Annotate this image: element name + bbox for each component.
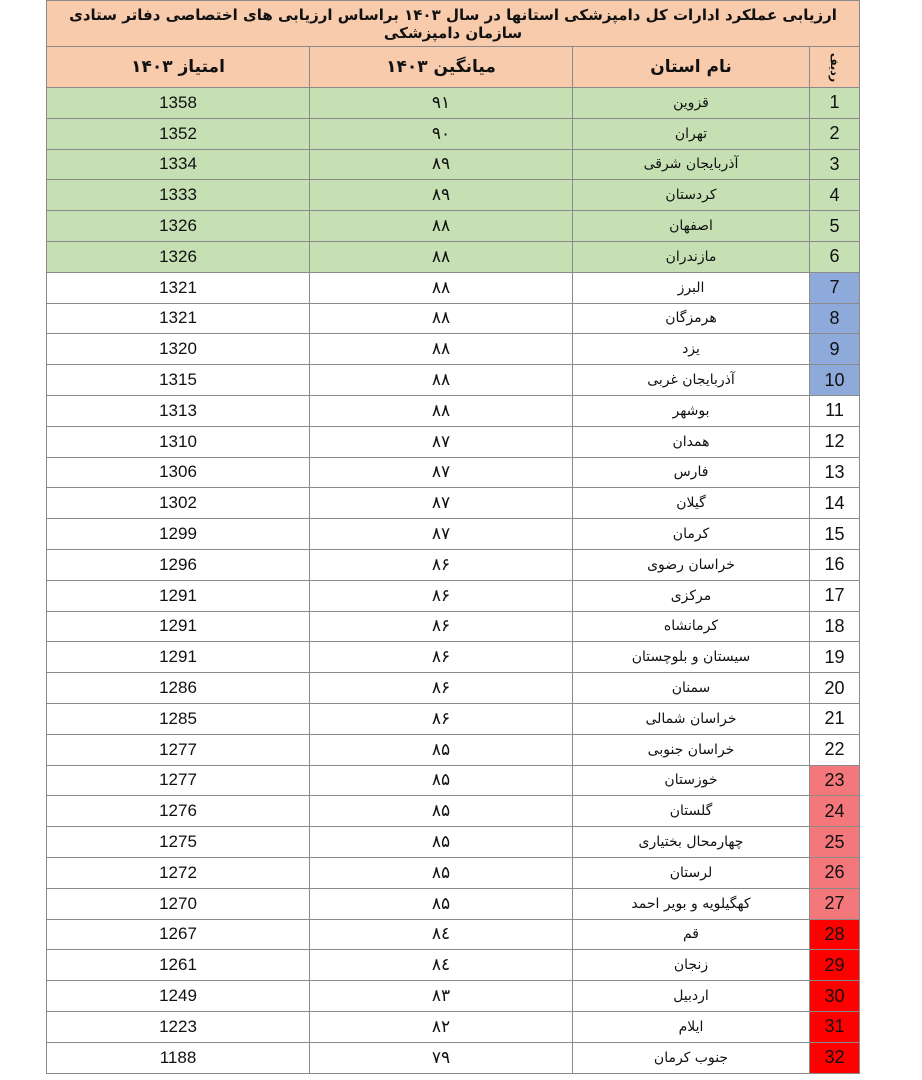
province-cell: مرکزی: [573, 580, 810, 611]
score-cell: 1276: [47, 796, 310, 827]
province-cell: سیستان و بلوچستان: [573, 642, 810, 673]
province-cell: آذربایجان غربی: [573, 365, 810, 396]
score-cell: 1321: [47, 272, 310, 303]
rank-cell: 16: [810, 549, 860, 580]
province-cell: فارس: [573, 457, 810, 488]
province-cell: قم: [573, 919, 810, 950]
province-cell: قزوین: [573, 88, 810, 119]
table-row: [47, 118, 860, 149]
score-cell: 1249: [47, 981, 310, 1012]
score-cell: 1320: [47, 334, 310, 365]
score-cell: 1306: [47, 457, 310, 488]
table-row: [47, 734, 860, 765]
score-cell: 1267: [47, 919, 310, 950]
province-cell: تهران: [573, 118, 810, 149]
rank-cell: 2: [810, 118, 860, 149]
score-cell: 1277: [47, 765, 310, 796]
province-cell: لرستان: [573, 857, 810, 888]
score-cell: 1261: [47, 950, 310, 981]
rank-column-header: ردیف: [810, 47, 860, 88]
province-cell: خراسان جنوبی: [573, 734, 810, 765]
average-cell: ۸۸: [310, 395, 573, 426]
table-row: [47, 488, 860, 519]
score-cell: 1299: [47, 519, 310, 550]
average-cell: ۷۹: [310, 1042, 573, 1073]
score-cell: 1223: [47, 1011, 310, 1042]
table-row: [47, 888, 860, 919]
ranking-table: [46, 0, 860, 1074]
province-cell: کرمان: [573, 519, 810, 550]
province-cell: مازندران: [573, 241, 810, 272]
average-cell: ۸۷: [310, 519, 573, 550]
rank-cell: 14: [810, 488, 860, 519]
table-row: [47, 303, 860, 334]
score-cell: 1333: [47, 180, 310, 211]
average-cell: ۸۹: [310, 149, 573, 180]
score-cell: 1358: [47, 88, 310, 119]
score-cell: 1352: [47, 118, 310, 149]
rank-cell: 25: [810, 827, 860, 858]
average-cell: ۸٤: [310, 919, 573, 950]
average-cell: ۸۸: [310, 334, 573, 365]
rank-cell: 12: [810, 426, 860, 457]
rank-cell: 28: [810, 919, 860, 950]
table-row: [47, 580, 860, 611]
table-title: ارزیابی عملکرد ادارات کل دامپزشکی استانها در سال ۱۴۰۳ براساس ارزیابی های اختصاصی دفاتر ستادی سازمان دامپزشکی: [47, 1, 860, 47]
rank-cell: 11: [810, 395, 860, 426]
rank-cell: 3: [810, 149, 860, 180]
average-cell: ۸۶: [310, 549, 573, 580]
table-row: [47, 857, 860, 888]
province-cell: کرمانشاه: [573, 611, 810, 642]
score-column-header: امتیاز ۱۴۰۳: [47, 47, 310, 88]
province-cell: زنجان: [573, 950, 810, 981]
average-cell: ۸۵: [310, 796, 573, 827]
rank-cell: 24: [810, 796, 860, 827]
average-cell: ۸۶: [310, 611, 573, 642]
average-cell: ۸۶: [310, 673, 573, 704]
province-cell: گلستان: [573, 796, 810, 827]
rank-cell: 32: [810, 1042, 860, 1073]
table-row: [47, 765, 860, 796]
average-cell: ۸۶: [310, 642, 573, 673]
province-cell: اصفهان: [573, 211, 810, 242]
province-column-header: نام استان: [573, 47, 810, 88]
rank-cell: 19: [810, 642, 860, 673]
rank-cell: 26: [810, 857, 860, 888]
average-cell: ۸۷: [310, 457, 573, 488]
province-cell: کردستان: [573, 180, 810, 211]
rank-cell: 5: [810, 211, 860, 242]
score-cell: 1310: [47, 426, 310, 457]
rank-cell: 8: [810, 303, 860, 334]
rank-cell: 13: [810, 457, 860, 488]
average-cell: ۸۸: [310, 303, 573, 334]
average-cell: ۸۵: [310, 734, 573, 765]
table-row: [47, 796, 860, 827]
score-cell: 1321: [47, 303, 310, 334]
score-cell: 1315: [47, 365, 310, 396]
rank-cell: 7: [810, 272, 860, 303]
rank-cell: 21: [810, 703, 860, 734]
table-row: [47, 211, 860, 242]
average-cell: ۸۳: [310, 981, 573, 1012]
score-cell: 1291: [47, 611, 310, 642]
table-row: [47, 519, 860, 550]
average-cell: ۹۱: [310, 88, 573, 119]
table-row: [47, 673, 860, 704]
table-row: [47, 334, 860, 365]
province-cell: بوشهر: [573, 395, 810, 426]
province-cell: خراسان شمالی: [573, 703, 810, 734]
table-row: [47, 950, 860, 981]
table-row: [47, 426, 860, 457]
rank-cell: 23: [810, 765, 860, 796]
table-row: [47, 272, 860, 303]
average-column-header: میانگین ۱۴۰۳: [310, 47, 573, 88]
average-cell: ۸۵: [310, 765, 573, 796]
average-cell: ۸۵: [310, 857, 573, 888]
score-cell: 1272: [47, 857, 310, 888]
table-row: [47, 703, 860, 734]
province-cell: خراسان رضوی: [573, 549, 810, 580]
province-cell: جنوب کرمان: [573, 1042, 810, 1073]
province-cell: اردبیل: [573, 981, 810, 1012]
rank-cell: 29: [810, 950, 860, 981]
rank-cell: 4: [810, 180, 860, 211]
score-cell: 1188: [47, 1042, 310, 1073]
table-row: [47, 919, 860, 950]
rank-cell: 27: [810, 888, 860, 919]
average-cell: ۸۸: [310, 241, 573, 272]
average-cell: ۸۸: [310, 365, 573, 396]
table-row: [47, 180, 860, 211]
table-row: [47, 549, 860, 580]
province-cell: کهگیلویه و بویر احمد: [573, 888, 810, 919]
score-cell: 1291: [47, 580, 310, 611]
average-cell: ۹۰: [310, 118, 573, 149]
province-cell: سمنان: [573, 673, 810, 704]
rank-cell: 30: [810, 981, 860, 1012]
average-cell: ۸۶: [310, 703, 573, 734]
score-cell: 1296: [47, 549, 310, 580]
score-cell: 1277: [47, 734, 310, 765]
score-cell: 1275: [47, 827, 310, 858]
score-cell: 1334: [47, 149, 310, 180]
rank-cell: 15: [810, 519, 860, 550]
header-row: [47, 47, 860, 88]
table-row: [47, 611, 860, 642]
rank-cell: 31: [810, 1011, 860, 1042]
rank-cell: 1: [810, 88, 860, 119]
table-body: [47, 88, 860, 1074]
table-row: [47, 241, 860, 272]
average-cell: ۸۵: [310, 888, 573, 919]
table-row: [47, 981, 860, 1012]
average-cell: ۸۵: [310, 827, 573, 858]
rank-cell: 9: [810, 334, 860, 365]
ranking-sheet: [46, 0, 859, 1074]
province-cell: یزد: [573, 334, 810, 365]
rank-cell: 20: [810, 673, 860, 704]
province-cell: البرز: [573, 272, 810, 303]
province-cell: همدان: [573, 426, 810, 457]
table-row: [47, 395, 860, 426]
average-cell: ۸۷: [310, 488, 573, 519]
province-cell: خوزستان: [573, 765, 810, 796]
score-cell: 1326: [47, 241, 310, 272]
table-row: [47, 457, 860, 488]
province-cell: هرمزگان: [573, 303, 810, 334]
average-cell: ۸٤: [310, 950, 573, 981]
average-cell: ۸۲: [310, 1011, 573, 1042]
rank-cell: 18: [810, 611, 860, 642]
table-row: [47, 1011, 860, 1042]
score-cell: 1302: [47, 488, 310, 519]
province-cell: گیلان: [573, 488, 810, 519]
rank-cell: 22: [810, 734, 860, 765]
table-row: [47, 827, 860, 858]
table-row: [47, 1042, 860, 1073]
province-cell: چهارمحال بختیاری: [573, 827, 810, 858]
score-cell: 1326: [47, 211, 310, 242]
table-row: [47, 365, 860, 396]
average-cell: ۸۶: [310, 580, 573, 611]
rank-cell: 6: [810, 241, 860, 272]
score-cell: 1270: [47, 888, 310, 919]
rank-cell: 17: [810, 580, 860, 611]
average-cell: ۸۹: [310, 180, 573, 211]
rank-cell: 10: [810, 365, 860, 396]
average-cell: ۸۸: [310, 272, 573, 303]
average-cell: ۸۸: [310, 211, 573, 242]
average-cell: ۸۷: [310, 426, 573, 457]
table-row: [47, 149, 860, 180]
table-row: [47, 88, 860, 119]
score-cell: 1291: [47, 642, 310, 673]
province-cell: ایلام: [573, 1011, 810, 1042]
table-row: [47, 642, 860, 673]
score-cell: 1313: [47, 395, 310, 426]
score-cell: 1286: [47, 673, 310, 704]
province-cell: آذربایجان شرقی: [573, 149, 810, 180]
score-cell: 1285: [47, 703, 310, 734]
